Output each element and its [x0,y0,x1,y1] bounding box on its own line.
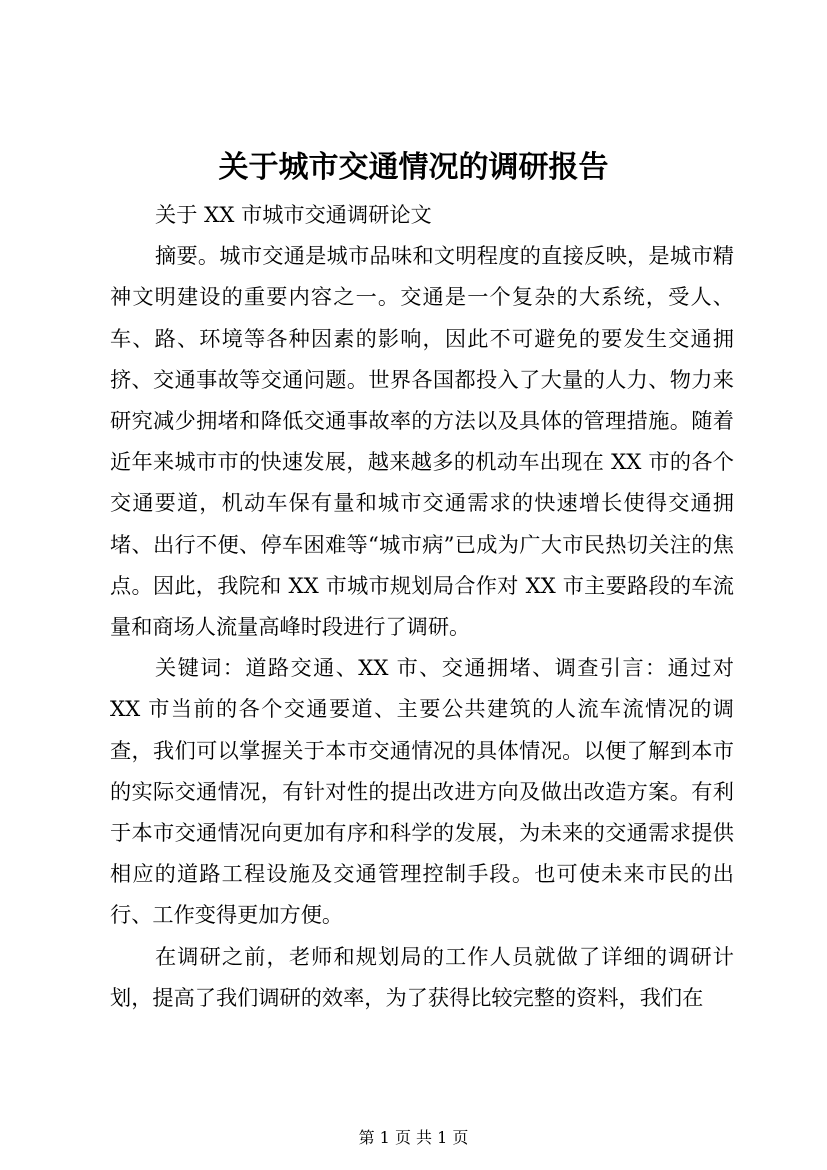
document-body [110,194,734,1018]
paragraph-subtitle: 关于 XX 市城市交通调研论文 [155,202,432,227]
paragraph-research: 在调研之前，老师和规划局的工作人员就做了详细的调研计划，提高了我们调研的效率，为了获得比较完整的资料，我们在 [110,943,734,1010]
paragraph-keywords: 关键词：道路交通、XX 市、交通拥堵、调查引言：通过对 XX 市当前的各个交通要道、主要公共建筑的人流车流情况的调查，我们可以掌握关于本市交通情况的具体情况。以便了解到本市的实际交通情况，有针对性的提出改进方向及做出改造方案。有利于本市交通情况向更加有序和科学的发展，为未来的交通需求提供相应的道路工程设施及交通管理控制手段。也可使未来市民的出行、工作变得更加方便。 [110,655,734,928]
paragraph-abstract: 摘要。城市交通是城市品味和文明程度的直接反映，是城市精神文明建设的重要内容之一。交通是一个复杂的大系统，受人、车、路、环境等各种因素的影响，因此不可避免的要发生交通拥挤、交通事故等交通问题。世界各国都投入了大量的人力、物力来研究减少拥堵和降低交通事故率的方法以及具体的管理措施。随着近年来城市市的快速发展，越来越多的机动车出现在 XX 市的各个交通要道，机动车保有量和城市交通需求的快速增长使得交通拥堵、出行不便、停车困难等“城市病”已成为广大市民热切关注的焦点。因此，我院和 XX 市城市规划局合作对 XX 市主要路段的车流量和商场人流量高峰时段进行了调研。 [110,243,734,640]
document-title: 关于城市交通情况的调研报告 [218,150,609,185]
page-footer: 第 1 页 共 1 页 [358,1128,469,1147]
